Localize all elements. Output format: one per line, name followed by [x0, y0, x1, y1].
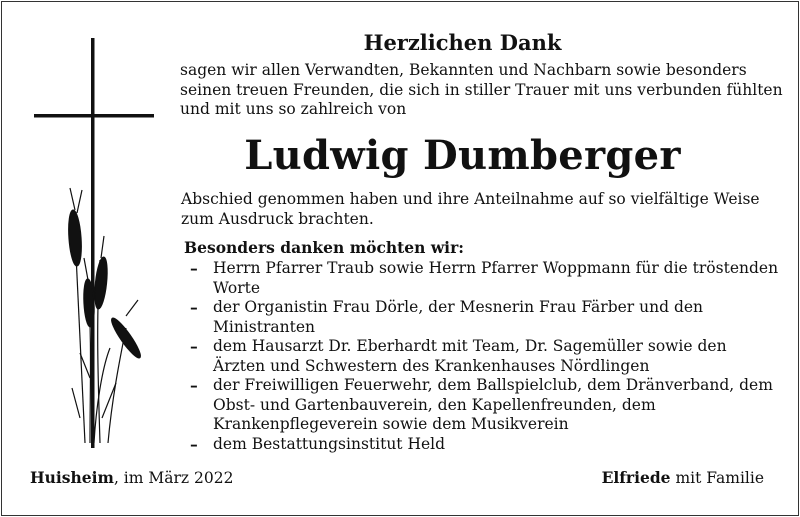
- dash-bullet: –: [190, 376, 198, 395]
- signer-suffix: mit Familie: [670, 469, 764, 487]
- dash-bullet: –: [190, 259, 198, 278]
- signer-name: Elfriede: [601, 468, 671, 487]
- thanks-text: [181, 190, 781, 229]
- intro-text: [180, 61, 783, 120]
- list-item: [190, 259, 780, 298]
- cross-icon: [34, 38, 154, 448]
- list-item-line: Worte: [213, 278, 261, 297]
- list-item-line: Obst- und Gartenbauverein, den Kapellenfreunden, dem: [213, 395, 656, 414]
- list-item-line: Krankenpflegeverein sowie dem Musikverein: [213, 415, 569, 433]
- thanks-line: Abschied genommen haben und ihre Anteilnahme auf so vielfältige Weise: [181, 190, 760, 208]
- dash-bullet: –: [190, 337, 198, 356]
- list-item-line: Ministranten: [213, 317, 315, 336]
- list-item: [190, 298, 780, 337]
- signature: [602, 468, 764, 488]
- intro-line: und mit uns so zahlreich von: [180, 100, 407, 118]
- dash-bullet: –: [190, 434, 198, 454]
- deceased-name: Ludwig Dumberger: [244, 132, 681, 179]
- list-item: [190, 435, 780, 455]
- list-item-line: dem Bestattungsinstitut Held: [213, 434, 446, 453]
- wheat-ears-icon: [67, 188, 144, 443]
- list-item: [190, 337, 780, 376]
- list-item-line: der Freiwilligen Feuerwehr, dem Ballspielclub, dem Dränverband, dem: [213, 376, 773, 394]
- intro-line: sagen wir allen Verwandten, Bekannten und Nachbarn sowie besonders: [180, 61, 747, 79]
- dash-bullet: –: [190, 298, 198, 317]
- list-item-line: Ärzten und Schwestern des Krankenhauses Nördlingen: [213, 356, 650, 375]
- place-and-date: [30, 468, 233, 488]
- special-thanks-list: [190, 259, 780, 454]
- place: Huisheim: [30, 468, 114, 487]
- notice-title: Herzlichen Dank: [363, 30, 562, 55]
- special-thanks-heading: Besonders danken möchten wir:: [184, 238, 464, 257]
- list-item-line: dem Hausarzt Dr. Eberhardt mit Team, Dr. Sagemüller sowie den: [213, 337, 727, 355]
- thanks-line: zum Ausdruck brachten.: [181, 209, 374, 228]
- date: , im März 2022: [113, 469, 234, 487]
- intro-line: seinen treuen Freunden, die sich in stiller Trauer mit uns verbunden fühlten: [180, 80, 783, 99]
- list-item: [190, 376, 780, 435]
- cross-and-wheat-icon: [30, 38, 170, 448]
- list-item-line: Herrn Pfarrer Traub sowie Herrn Pfarrer Woppmann für die tröstenden: [213, 259, 779, 277]
- list-item-line: der Organistin Frau Dörle, der Mesnerin Frau Färber und den: [213, 298, 704, 316]
